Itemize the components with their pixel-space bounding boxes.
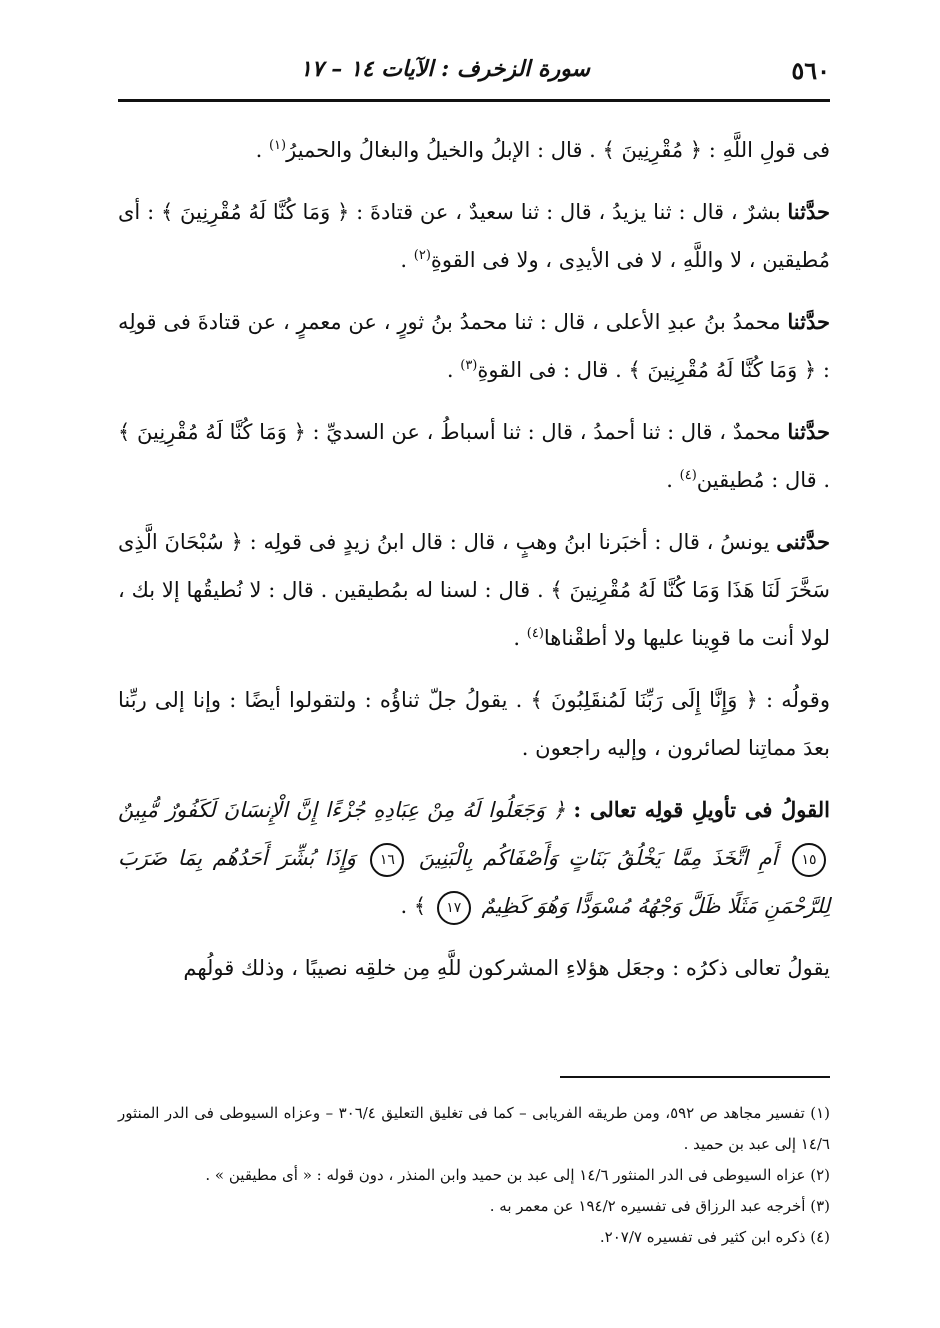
paragraph-text: فى قولِ اللَّهِ : ﴿ مُقْرِنِينَ ﴾ . قال : الإبلُ والخيلُ والبغالُ والحميرُ bbox=[286, 138, 830, 162]
verse-number-marker: ١٦ bbox=[370, 843, 404, 877]
paragraph-text: وقولُه : ﴿ وَإِنَّا إِلَى رَبِّنَا لَمُنقَلِبُونَ ﴾ . يقولُ جلّ ثناؤُه : ولتقولوا أيضًا : وإنا إلى ربِّنا بعدَ مماتِنا لصائرون ، وإليه راجعون . bbox=[118, 688, 830, 760]
paragraph-lead: حدَّثنا bbox=[787, 199, 830, 224]
paragraph bbox=[118, 676, 830, 772]
footnote: (١) تفسير مجاهد ص ٥٩٢، ومن طريقه الفريابى – كما فى تغليق التعليق ٣٠٦/٤ – وعزاه السيوطى فى الدر المنثور ١٤/٦ إلى عبد بن حميد . bbox=[118, 1104, 830, 1153]
verse-number-marker: ١٥ bbox=[792, 843, 826, 877]
paragraph-end: . bbox=[255, 138, 269, 162]
footnote-rule bbox=[560, 1076, 830, 1078]
paragraph-end: . bbox=[446, 358, 461, 382]
paragraph bbox=[118, 944, 830, 992]
page-number: ٥٦٠ bbox=[791, 56, 830, 85]
verse-closing: ﴾ . bbox=[400, 894, 433, 918]
footnote-ref: (٤) bbox=[679, 468, 697, 483]
paragraph-text: يونسُ ، قال : أخبَرنا ابنُ وهبٍ ، قال : قال ابنُ زيدٍ فى قولِه : ﴿ سُبْحَانَ الَّذِى سَخَّرَ لَنَا هَذَا وَمَا كُنَّا لَهُ مُقْرِنِينَ ﴾ . قال : لسنا له بمُطيقين . قال : لا نُطيقُها إلا بك ، لولا أنت ما قوِينا عليها ولا أطقْناها bbox=[118, 530, 830, 650]
verse-paragraph bbox=[118, 786, 830, 930]
paragraph bbox=[118, 518, 830, 662]
header-rule bbox=[118, 99, 830, 102]
paragraph-text: محمدُ بنُ عبدِ الأعلى ، قال : ثنا محمدُ بنُ ثورٍ ، عن معمرٍ ، عن قتادةَ فى قولِه : ﴿ وَمَا كُنَّا لَهُ مُقْرِنِينَ ﴾ . قال : فى القوةِ bbox=[118, 310, 830, 382]
paragraph bbox=[118, 188, 830, 284]
paragraph bbox=[118, 298, 830, 394]
paragraph-text: بشرٌ ، قال : ثنا يزيدُ ، قال : ثنا سعيدٌ ، عن قتادةَ : ﴿ وَمَا كُنَّا لَهُ مُقْرِنِينَ ﴾ : أى مُطيقين ، لا واللَّهِ ، لا فى الأيدِى ، ولا فى القوةِ bbox=[118, 200, 830, 272]
quran-verse-text: وَإِذَا بُشِّرَ أَحَدُهُم بِمَا ضَرَبَ لِلرَّحْمَنِ مَثَلًا ظَلَّ وَجْهُهُ مُسْوَدًّا وَهُوَ كَظِيمٌ bbox=[118, 846, 830, 918]
paragraph-end: . bbox=[513, 626, 527, 650]
paragraph bbox=[118, 126, 830, 174]
running-title: سورة الزخرف : الآيات ١٤ – ١٧ bbox=[299, 56, 590, 82]
paragraph bbox=[118, 408, 830, 504]
section-heading: القولُ فى تأويلِ قولِه تعالى : bbox=[573, 797, 831, 822]
footnote-ref: (٣) bbox=[460, 358, 478, 373]
paragraph-text: يقولُ تعالى ذكرُه : وجعَل هؤلاءِ المشركون للَّهِ مِن خلقِه نصيبًا ، وذلك قولُهم bbox=[183, 956, 830, 980]
paragraph-lead: حدَّثنى bbox=[776, 529, 830, 554]
paragraph-end: . bbox=[666, 468, 680, 492]
quran-verse-text: ﴿ وَجَعَلُوا لَهُ مِنْ عِبَادِهِ جُزْءًا إِنَّ الْإِنسَانَ لَكَفُورٌ مُّبِينٌ bbox=[118, 798, 574, 822]
footnote-ref: (٤) bbox=[526, 626, 544, 641]
paragraph-lead: حدَّثنا bbox=[787, 309, 830, 334]
footnote-ref: (١) bbox=[268, 138, 287, 153]
paragraph-end: . bbox=[400, 248, 414, 272]
footnote: (٤) ذكره ابن كثير فى تفسيره ٢٠٧/٧. bbox=[599, 1228, 830, 1246]
footnote: (٣) أخرجه عبد الرزاق فى تفسيره ١٩٤/٢ عن معمر به . bbox=[489, 1197, 830, 1215]
quran-verse-text: أَمِ اتَّخَذَ مِمَّا يَخْلُقُ بَنَاتٍ وَأَصْفَاكُم بِالْبَنِينَ bbox=[408, 846, 788, 870]
paragraph-lead: حدَّثنا bbox=[787, 419, 830, 444]
paragraph-text: محمدٌ ، قال : ثنا أحمدُ ، قال : ثنا أسباطُ ، عن السديِّ : ﴿ وَمَا كُنَّا لَهُ مُقْرِنِينَ ﴾ . قال : مُطيقين bbox=[118, 420, 830, 492]
footnotes bbox=[118, 1098, 830, 1253]
verse-number-marker: ١٧ bbox=[437, 891, 471, 925]
footnote: (٢) عزاه السيوطى فى الدر المنثور ١٤/٦ إلى عبد بن حميد وابن المنذر ، دون قوله : « أى مطيقين » . bbox=[205, 1166, 830, 1184]
page-header bbox=[118, 52, 830, 92]
footnote-ref: (٢) bbox=[413, 248, 431, 263]
main-text bbox=[118, 126, 830, 1006]
